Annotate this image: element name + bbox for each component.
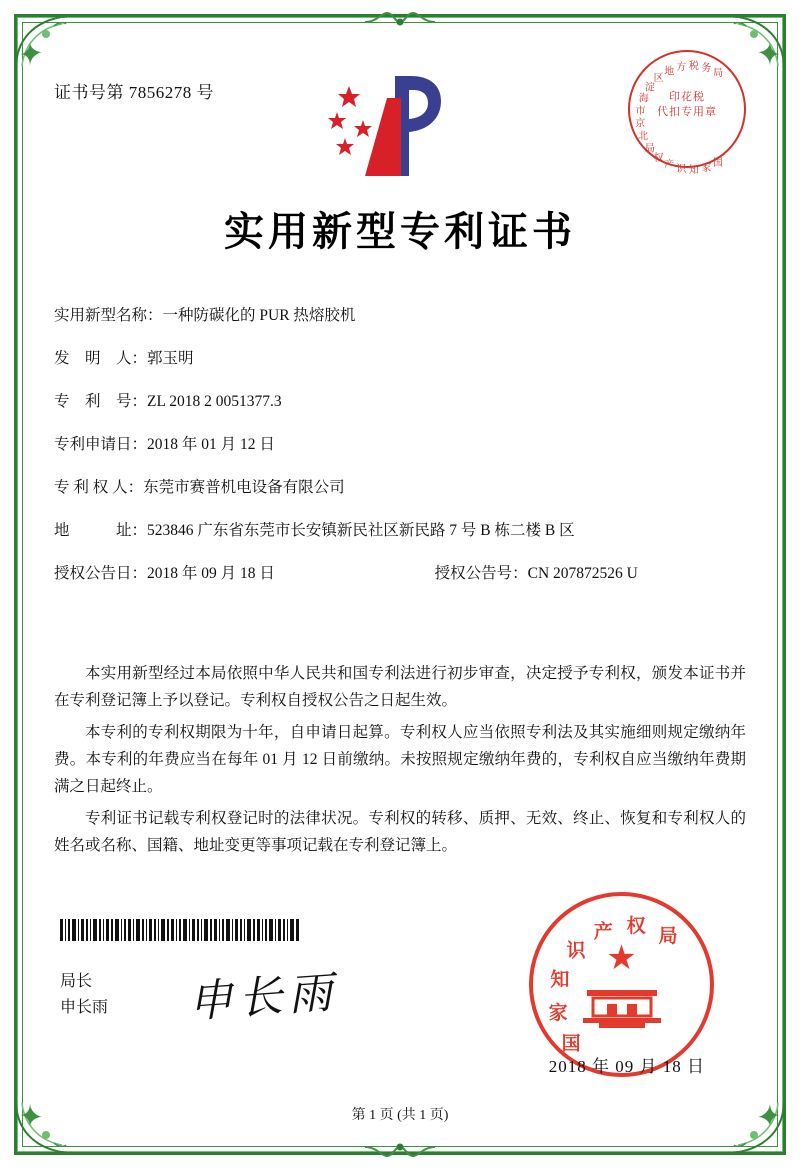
- national-emblem-icon: [583, 984, 661, 1030]
- field-value: ZL 2018 2 0051377.3: [147, 393, 282, 410]
- field-label: 实用新型名称：: [54, 307, 163, 324]
- border-ornament-icon: [365, 1134, 435, 1160]
- tax-stamp-line2: 代扣专用章: [657, 106, 717, 118]
- tax-stamp-line1: 印花税: [669, 91, 705, 103]
- official-seal: [529, 892, 714, 1077]
- signature-block: [60, 969, 108, 1021]
- tax-stamp-center: [630, 90, 744, 120]
- field-value: 2018 年 09 月 18 日: [147, 565, 275, 582]
- field-value: CN 207872526 U: [527, 565, 638, 582]
- page-footer: 第 1 页 (共 1 页): [351, 1108, 449, 1123]
- field-label: 地 址：: [54, 522, 148, 539]
- certificate-content: [40, 40, 760, 1129]
- seal-date: 2018 年 09 月 18 日: [548, 1057, 705, 1076]
- field-label: 专 利 权 人：: [54, 479, 144, 496]
- patent-logo-icon: [325, 68, 445, 183]
- border-ornament-icon: [365, 9, 435, 35]
- tax-stamp-ring-text: 北 京 市 海 淀 区 地 方 税 务 局 国 家 知 识 产 权 局: [635, 61, 723, 176]
- field-label: 专利申请日：: [54, 436, 148, 453]
- field-row-application-date: [54, 434, 746, 456]
- field-row-grant: [54, 563, 746, 585]
- field-row-patentee: [54, 477, 746, 499]
- paragraph: 本实用新型经过本局依照中华人民共和国专利法进行初步审查，决定授予专利权，颁发本证书并在专利登记簿上予以登记。专利权自授权公告之日起生效。: [54, 665, 746, 709]
- barcode: [60, 919, 300, 941]
- field-row-name: [54, 305, 746, 327]
- grant-date-group: [54, 563, 435, 585]
- certificate-number: 证书号第 7856278 号: [54, 83, 214, 102]
- field-list: [54, 305, 746, 606]
- paragraph: 专利证书记载专利权登记时的法律状况。专利权的转移、质押、无效、终止、恢复和专利权人的姓名或名称、国籍、地址变更等事项记载在专利登记簿上。: [54, 810, 746, 854]
- handwritten-signature: 申长雨: [186, 967, 340, 1028]
- official-seal-ring-text: 国 家 知 识 产 权 局: [548, 915, 678, 1054]
- paragraph: 本专利的专利权期限为十年，自申请日起算。专利权人应当依照专利法及其实施细则规定缴纳年费。本专利的年费应当在每年 01 月 12 日前缴纳。未按照规定缴纳年费的，专利权自应当缴纳年费期满之日起终止。: [54, 724, 746, 795]
- field-value: 523846 广东省东莞市长安镇新民社区新民路 7 号 B 栋二楼 B 区: [147, 522, 575, 539]
- field-value: 郭玉明: [147, 350, 194, 367]
- field-label: 专 利 号：: [54, 393, 148, 410]
- star-icon: ★: [606, 940, 637, 977]
- field-row-address: [54, 520, 746, 542]
- director-name: 申长雨: [60, 999, 109, 1016]
- field-label: 发 明 人：: [54, 350, 148, 367]
- field-row-inventor: [54, 348, 746, 370]
- field-label: 授权公告日：: [54, 565, 148, 582]
- field-row-patent-number: [54, 391, 746, 413]
- field-label: 授权公告号：: [434, 565, 528, 582]
- field-value: 一种防碳化的 PUR 热熔胶机: [162, 307, 356, 324]
- grant-number-group: [435, 563, 746, 585]
- legal-text: [54, 660, 746, 864]
- field-value: 东莞市赛普机电设备有限公司: [143, 479, 345, 496]
- field-value: 2018 年 01 月 12 日: [147, 436, 275, 453]
- page-title: 实用新型专利证书: [224, 209, 576, 254]
- tax-stamp: [628, 50, 746, 176]
- director-title: 局长: [60, 973, 93, 990]
